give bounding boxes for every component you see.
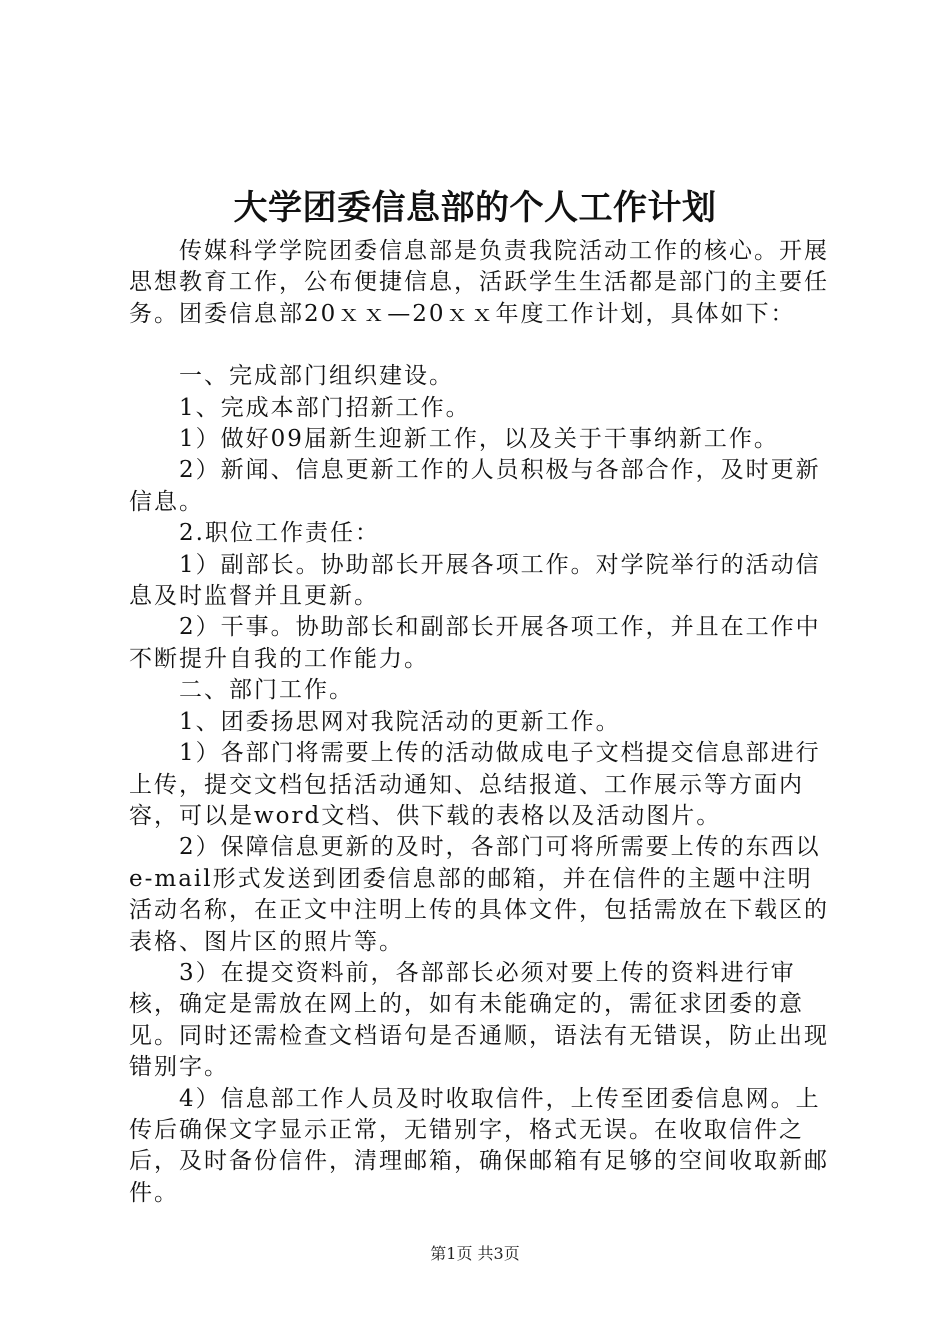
list-item: 2）保障信息更新的及时，各部门可将所需要上传的东西以e-mail形式发送到团委信息部的邮箱，并在信件的主题中注明活动名称，在正文中注明上传的具体文件，包括需放在下载区的表格、图片区的照片等。 (129, 834, 829, 955)
list-item: 4）信息部工作人员及时收取信件，上传至团委信息网。上传后确保文字显示正常，无错别字，格式无误。在收取信件之后，及时备份信件，清理邮箱，确保邮箱有足够的空间收取新邮件。 (129, 1085, 829, 1206)
list-item: 1）各部门将需要上传的活动做成电子文档提交信息部进行上传，提交文档包括活动通知、总结报道、工作展示等方面内容，可以是word文档、供下载的表格以及活动图片。 (129, 740, 821, 829)
list-item: 1）做好09届新生迎新工作，以及关于干事纳新工作。 (179, 426, 779, 453)
subsection-heading: 1、完成本部门招新工作。 (179, 394, 471, 421)
list-item: 3）在提交资料前，各部部长必须对要上传的资料进行审核，确定是需放在网上的，如有未能确定的，需征求团委的意见。同时还需检查文档语句是否通顺，语法有无错误，防止出现错别字。 (129, 959, 829, 1081)
intro-paragraph: 传媒科学学院团委信息部是负责我院活动工作的核心。开展思想教育工作，公布便捷信息，活跃学生生活都是部门的主要任务。团委信息部20ｘｘ—20ｘｘ年度工作计划，具体如下： (129, 238, 829, 327)
page-footer: 第1页 共3页 (430, 1244, 520, 1263)
list-item: 1）副部长。协助部长开展各项工作。对学院举行的活动信息及时监督并且更新。 (129, 551, 821, 610)
document-title: 大学团委信息部的个人工作计划 (233, 188, 717, 228)
section-heading-1: 一、完成部门组织建设。 (179, 363, 454, 390)
subsection-heading: 1、团委扬思网对我院活动的更新工作。 (179, 708, 621, 735)
document-body (129, 236, 829, 1209)
list-item: 2）新闻、信息更新工作的人员积极与各部合作，及时更新信息。 (129, 457, 821, 515)
subsection-heading: 2.职位工作责任： (179, 520, 380, 547)
list-item: 2）干事。协助部长和副部长开展各项工作，并且在工作中不断提升自我的工作能力。 (129, 614, 821, 672)
section-heading-2: 二、部门工作。 (179, 677, 354, 704)
